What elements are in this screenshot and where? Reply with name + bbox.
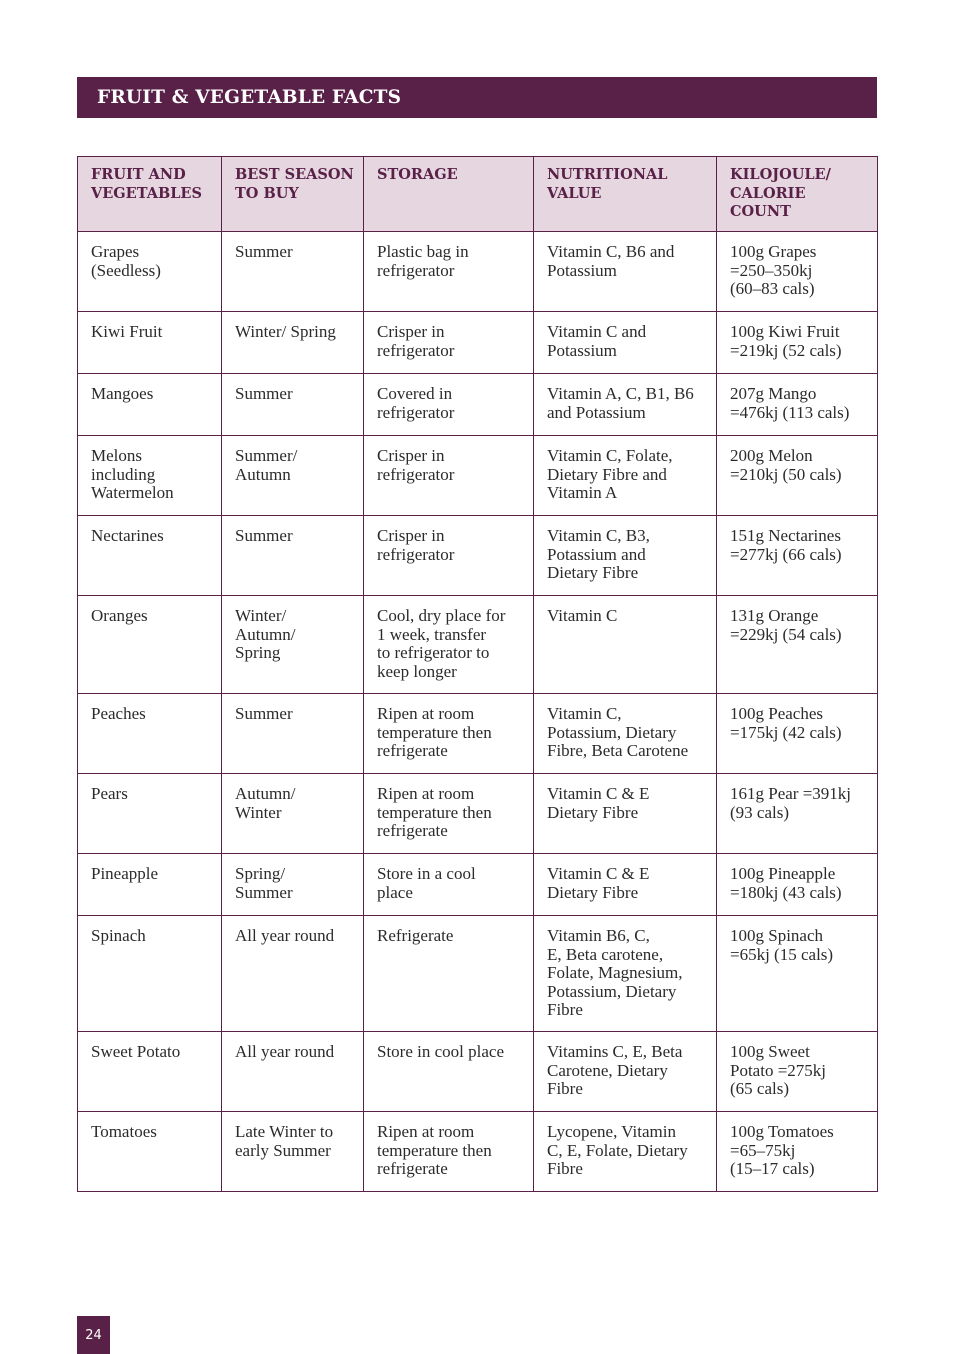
- table-row: [78, 596, 878, 694]
- cell-text: Vitamin C: [547, 606, 618, 625]
- cell-kilojoule-count: [717, 694, 878, 774]
- page-title-bar: [77, 77, 877, 118]
- cell-text: 100g Grapes =250–350kj (60–83 cals): [730, 242, 817, 298]
- cell-text: Grapes (Seedless): [91, 242, 161, 280]
- column-header-label: STORAGE: [377, 166, 458, 183]
- cell-storage: [364, 516, 534, 596]
- cell-text: Vitamins C, E, Beta Carotene, Dietary Fibre: [547, 1042, 683, 1098]
- cell-text: Vitamin C, Potassium, Dietary Fibre, Beta Carotene: [547, 704, 689, 760]
- cell-text: Crisper in refrigerator: [377, 526, 455, 564]
- cell-text: 100g Sweet Potato =275kj (65 cals): [730, 1042, 827, 1098]
- cell-text: Spring/ Summer: [235, 864, 293, 902]
- cell-text: Store in cool place: [377, 1042, 504, 1061]
- table-header-row: [78, 157, 878, 232]
- cell-text: Ripen at room temperature then refrigerate: [377, 784, 492, 840]
- cell-text: Mangoes: [91, 384, 154, 403]
- cell-nutritional-value: [534, 374, 717, 436]
- cell-fruit-name: [78, 436, 222, 516]
- column-header-best-season: [222, 157, 364, 232]
- cell-best-season: [222, 1112, 364, 1192]
- cell-text: Vitamin C & E Dietary Fibre: [547, 864, 650, 902]
- cell-fruit-name: [78, 516, 222, 596]
- cell-fruit-name: [78, 312, 222, 374]
- cell-text: 207g Mango =476kj (113 cals): [730, 384, 850, 422]
- cell-storage: [364, 436, 534, 516]
- cell-text: Tomatoes: [91, 1122, 157, 1141]
- cell-text: 131g Orange =229kj (54 cals): [730, 606, 842, 644]
- cell-text: Vitamin B6, C, E, Beta carotene, Folate, Magnesium, Potassium, Dietary Fibre: [547, 926, 683, 1019]
- cell-text: Pears: [91, 784, 128, 803]
- cell-kilojoule-count: [717, 854, 878, 916]
- cell-nutritional-value: [534, 596, 717, 694]
- cell-fruit-name: [78, 596, 222, 694]
- cell-nutritional-value: [534, 436, 717, 516]
- cell-kilojoule-count: [717, 312, 878, 374]
- cell-kilojoule-count: [717, 1112, 878, 1192]
- cell-nutritional-value: [534, 312, 717, 374]
- cell-text: 100g Tomatoes =65–75kj (15–17 cals): [730, 1122, 834, 1178]
- cell-text: Autumn/ Winter: [235, 784, 296, 822]
- cell-text: 200g Melon =210kj (50 cals): [730, 446, 842, 484]
- fruit-vegetable-facts-table: [77, 156, 878, 1192]
- table-row: [78, 312, 878, 374]
- cell-text: Ripen at room temperature then refrigerate: [377, 704, 492, 760]
- cell-text: Summer: [235, 242, 293, 261]
- cell-kilojoule-count: [717, 596, 878, 694]
- cell-text: All year round: [235, 1042, 335, 1061]
- cell-text: Late Winter to early Summer: [235, 1122, 334, 1160]
- cell-fruit-name: [78, 374, 222, 436]
- cell-nutritional-value: [534, 774, 717, 854]
- cell-text: Peaches: [91, 704, 146, 723]
- cell-text: 100g Peaches =175kj (42 cals): [730, 704, 842, 742]
- table-body: [78, 232, 878, 1192]
- column-header-fruit-and-vegetables: [78, 157, 222, 232]
- cell-kilojoule-count: [717, 232, 878, 312]
- cell-storage: [364, 1112, 534, 1192]
- cell-text: Covered in refrigerator: [377, 384, 455, 422]
- cell-storage: [364, 854, 534, 916]
- cell-text: Summer: [235, 384, 293, 403]
- table-row: [78, 374, 878, 436]
- cell-text: Crisper in refrigerator: [377, 322, 455, 360]
- cell-fruit-name: [78, 1112, 222, 1192]
- cell-text: 151g Nectarines =277kj (66 cals): [730, 526, 842, 564]
- cell-fruit-name: [78, 1032, 222, 1112]
- table-row: [78, 516, 878, 596]
- cell-best-season: [222, 312, 364, 374]
- table-row: [78, 1112, 878, 1192]
- cell-text: Pineapple: [91, 864, 159, 883]
- column-header-storage: [364, 157, 534, 232]
- cell-best-season: [222, 916, 364, 1032]
- cell-text: 100g Pineapple =180kj (43 cals): [730, 864, 842, 902]
- cell-text: Winter/ Spring: [235, 322, 336, 341]
- cell-storage: [364, 596, 534, 694]
- cell-nutritional-value: [534, 1032, 717, 1112]
- table-row: [78, 916, 878, 1032]
- cell-text: Vitamin C & E Dietary Fibre: [547, 784, 650, 822]
- column-header-label: FRUIT AND VEGETABLES: [91, 166, 202, 202]
- cell-best-season: [222, 436, 364, 516]
- page-number-label: 24: [85, 1327, 102, 1343]
- cell-kilojoule-count: [717, 774, 878, 854]
- cell-storage: [364, 694, 534, 774]
- cell-nutritional-value: [534, 232, 717, 312]
- cell-storage: [364, 312, 534, 374]
- column-header-label: BEST SEASON TO BUY: [235, 166, 354, 202]
- cell-text: Kiwi Fruit: [91, 322, 163, 341]
- page-number: [77, 1316, 110, 1354]
- cell-text: Crisper in refrigerator: [377, 446, 455, 484]
- cell-storage: [364, 232, 534, 312]
- cell-text: Nectarines: [91, 526, 164, 545]
- cell-best-season: [222, 374, 364, 436]
- cell-fruit-name: [78, 232, 222, 312]
- cell-fruit-name: [78, 774, 222, 854]
- cell-kilojoule-count: [717, 374, 878, 436]
- cell-best-season: [222, 232, 364, 312]
- column-header-label: NUTRITIONAL VALUE: [547, 166, 668, 202]
- cell-nutritional-value: [534, 516, 717, 596]
- page-title: FRUIT & VEGETABLE FACTS: [97, 87, 402, 108]
- cell-text: Melons including Watermelon: [91, 446, 174, 502]
- cell-text: Ripen at room temperature then refrigerate: [377, 1122, 492, 1178]
- cell-fruit-name: [78, 694, 222, 774]
- cell-text: Vitamin C, B3, Potassium and Dietary Fibre: [547, 526, 650, 582]
- cell-text: Vitamin A, C, B1, B6 and Potassium: [547, 384, 694, 422]
- cell-text: Plastic bag in refrigerator: [377, 242, 469, 280]
- cell-text: Store in a cool place: [377, 864, 476, 902]
- cell-text: Vitamin C, B6 and Potassium: [547, 242, 675, 280]
- cell-nutritional-value: [534, 1112, 717, 1192]
- column-header-nutritional-value: [534, 157, 717, 232]
- cell-storage: [364, 374, 534, 436]
- cell-text: All year round: [235, 926, 335, 945]
- table-row: [78, 232, 878, 312]
- column-header-label: KILOJOULE/ CALORIE COUNT: [730, 166, 831, 220]
- cell-storage: [364, 774, 534, 854]
- table-row: [78, 436, 878, 516]
- cell-best-season: [222, 516, 364, 596]
- cell-text: 100g Kiwi Fruit =219kj (52 cals): [730, 322, 842, 360]
- cell-best-season: [222, 596, 364, 694]
- cell-text: Sweet Potato: [91, 1042, 181, 1061]
- cell-text: 161g Pear =391kj (93 cals): [730, 784, 852, 822]
- cell-best-season: [222, 854, 364, 916]
- cell-text: Summer: [235, 526, 293, 545]
- cell-nutritional-value: [534, 694, 717, 774]
- cell-text: Spinach: [91, 926, 146, 945]
- cell-text: Summer/ Autumn: [235, 446, 298, 484]
- cell-text: Refrigerate: [377, 926, 454, 945]
- cell-nutritional-value: [534, 854, 717, 916]
- column-header-kilojoule-calorie: [717, 157, 878, 232]
- cell-text: Cool, dry place for 1 week, transfer to refrigerator to keep longer: [377, 606, 506, 681]
- cell-best-season: [222, 694, 364, 774]
- cell-kilojoule-count: [717, 516, 878, 596]
- cell-nutritional-value: [534, 916, 717, 1032]
- table-row: [78, 854, 878, 916]
- cell-kilojoule-count: [717, 1032, 878, 1112]
- cell-text: Winter/ Autumn/ Spring: [235, 606, 296, 662]
- cell-text: Oranges: [91, 606, 148, 625]
- cell-text: 100g Spinach =65kj (15 cals): [730, 926, 834, 964]
- cell-text: Vitamin C and Potassium: [547, 322, 647, 360]
- cell-fruit-name: [78, 854, 222, 916]
- cell-kilojoule-count: [717, 916, 878, 1032]
- cell-kilojoule-count: [717, 436, 878, 516]
- table-row: [78, 694, 878, 774]
- cell-best-season: [222, 774, 364, 854]
- table-row: [78, 1032, 878, 1112]
- cell-storage: [364, 1032, 534, 1112]
- cell-text: Lycopene, Vitamin C, E, Folate, Dietary Fibre: [547, 1122, 688, 1178]
- cell-storage: [364, 916, 534, 1032]
- cell-fruit-name: [78, 916, 222, 1032]
- cell-best-season: [222, 1032, 364, 1112]
- table-row: [78, 774, 878, 854]
- cell-text: Vitamin C, Folate, Dietary Fibre and Vitamin A: [547, 446, 673, 502]
- cell-text: Summer: [235, 704, 293, 723]
